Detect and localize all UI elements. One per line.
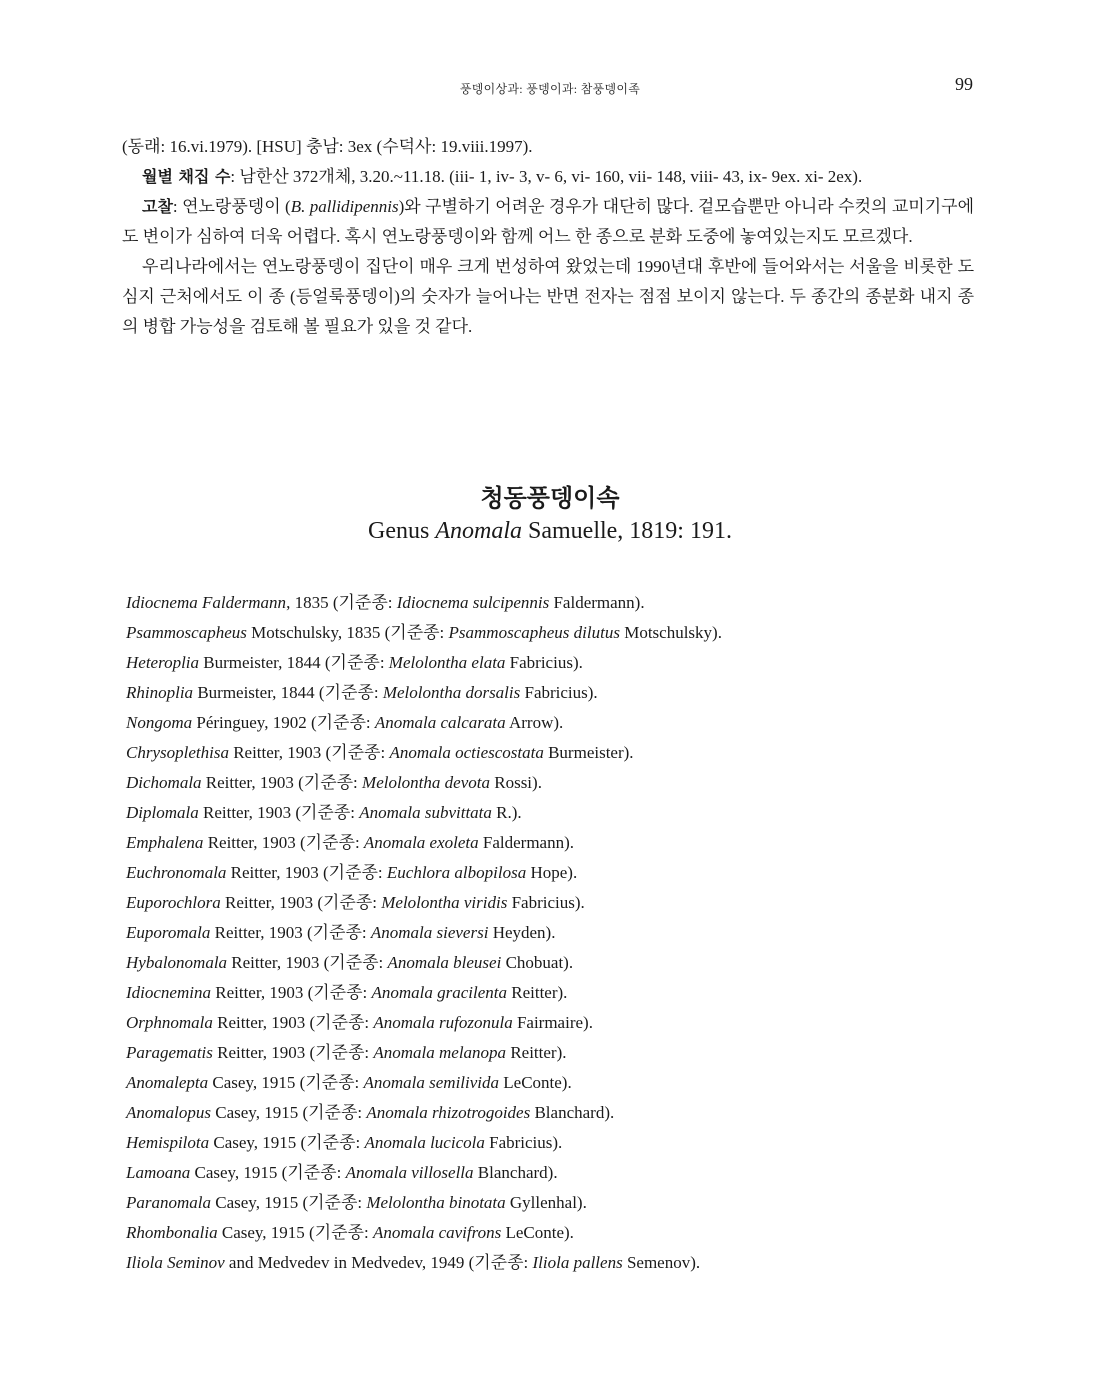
type-author: Faldermann).	[478, 833, 574, 852]
remarks-label: 고찰	[142, 197, 173, 216]
type-species: Melolontha binotata	[366, 1193, 506, 1212]
type-author: Heyden).	[488, 923, 556, 942]
type-species: Anomala melanopa	[373, 1043, 507, 1062]
type-author: Motschulsky).	[619, 623, 722, 642]
running-head: 풍뎅이상과: 풍뎅이과: 참풍뎅이족	[459, 82, 641, 96]
type-author: R.).	[491, 803, 522, 822]
type-author: Chobuat).	[501, 953, 574, 972]
monthly-collection-label: 월별 채집 수	[142, 167, 231, 186]
type-author: Semenov).	[622, 1253, 701, 1272]
remarks-species: B. pallidipennis	[290, 197, 399, 216]
type-species: Melolontha devota	[362, 773, 490, 792]
synonym-item	[126, 618, 986, 648]
synonym-item	[126, 588, 986, 618]
synonym-genus: Chrysoplethisa	[126, 743, 229, 762]
synonym-item	[126, 858, 986, 888]
type-species: Anomala semilivida	[363, 1073, 500, 1092]
section-title: 청동풍뎅이속	[480, 484, 620, 512]
synonym-author: Casey, 1915 (기준종:	[208, 1073, 364, 1092]
type-author: Gyllenhal).	[505, 1193, 587, 1212]
type-species: Euchlora albopilosa	[386, 863, 527, 882]
type-author: Reitter).	[506, 1043, 567, 1062]
synonym-genus: Psammoscapheus	[126, 623, 247, 642]
type-author: Fairmaire).	[512, 1013, 593, 1032]
synonym-item	[126, 1038, 986, 1068]
type-author: Reitter).	[506, 983, 568, 1002]
synonym-author: Reitter, 1903 (기준종:	[212, 1013, 374, 1032]
type-species: Idiocnema sulcipennis	[396, 593, 550, 612]
type-species: Anomala lucicola	[364, 1133, 485, 1152]
type-species: Anomala exoleta	[363, 833, 479, 852]
synonym-genus: Rhinoplia	[126, 683, 194, 702]
type-species: Melolontha dorsalis	[382, 683, 521, 702]
synonym-item	[126, 918, 986, 948]
type-species: Anomala gracilenta	[371, 983, 507, 1002]
synonym-genus: Hemispilota	[126, 1133, 210, 1152]
type-author: Faldermann).	[549, 593, 645, 612]
synonym-genus: Paragematis	[126, 1043, 213, 1062]
type-author: Fabricius).	[484, 1133, 563, 1152]
genus-prefix: Genus	[368, 518, 436, 544]
synonym-genus: Idiocnemina	[126, 983, 211, 1002]
synonym-author: Reitter, 1903 (기준종:	[220, 893, 382, 912]
monthly-collection-paragraph	[122, 162, 974, 192]
type-author: Burmeister).	[543, 743, 634, 762]
synonym-genus: Euchronomala	[126, 863, 227, 882]
synonym-author: Reitter, 1903 (기준종:	[212, 1043, 374, 1062]
type-author: Hope).	[526, 863, 578, 882]
type-author: Blanchard).	[530, 1103, 615, 1122]
synonym-author: Reitter, 1903 (기준종:	[201, 773, 363, 792]
synonym-item	[126, 738, 986, 768]
synonym-item	[126, 1008, 986, 1038]
remarks-paragraph	[122, 192, 974, 252]
type-species: Anomala rufozonula	[373, 1013, 513, 1032]
synonym-author: and Medvedev in Medvedev, 1949 (기준종:	[224, 1253, 533, 1272]
synonym-author: Burmeister, 1844 (기준종:	[193, 683, 383, 702]
synonym-genus: Euporomala	[126, 923, 211, 942]
type-species: Anomala cavifrons	[372, 1223, 502, 1242]
type-author: Fabricius).	[507, 893, 585, 912]
synonym-genus: Nongoma	[126, 713, 193, 732]
genus-name: Anomala	[435, 518, 522, 544]
synonym-item	[126, 678, 986, 708]
page-number: 99	[955, 74, 973, 94]
type-author: Fabricius).	[520, 683, 598, 702]
synonym-genus: Euporochlora	[126, 893, 221, 912]
synonym-item	[126, 1068, 986, 1098]
page-header	[0, 74, 1100, 98]
synonym-author: Casey, 1915 (기준종:	[211, 1103, 367, 1122]
genus-authority: Samuelle, 1819: 191.	[522, 518, 732, 544]
synonym-item	[126, 1218, 986, 1248]
synonym-genus: Paranomala	[126, 1193, 211, 1212]
monthly-collection-text: : 남한산 372개체, 3.20.~11.18. (iii- 1, iv- 3, v- 6, vi- 160, vii- 148, viii- 43, ix- 9ex. xi- 2ex).	[230, 167, 863, 186]
synonym-author: Casey, 1915 (기준종:	[209, 1133, 365, 1152]
synonym-author: Reitter, 1903 (기준종:	[210, 923, 371, 942]
type-species: Melolontha elata	[388, 653, 506, 672]
synonym-item	[126, 948, 986, 978]
type-species: Anomala rhizotrogoides	[366, 1103, 531, 1122]
synonym-author: Péringuey, 1902 (기준종:	[192, 713, 375, 732]
synonym-genus: Anomalepta	[126, 1073, 209, 1092]
synonym-genus: Emphalena	[126, 833, 204, 852]
synonym-genus: Diplomala	[126, 803, 199, 822]
type-author: Arrow).	[505, 713, 564, 732]
type-species: Anomala bleusei	[387, 953, 502, 972]
synonym-item	[126, 1158, 986, 1188]
synonym-item	[126, 708, 986, 738]
type-species: Anomala subvittata	[359, 803, 492, 822]
type-author: LeConte).	[499, 1073, 572, 1092]
body-text	[122, 132, 974, 342]
synonym-genus: Orphnomala	[126, 1013, 213, 1032]
synonym-item	[126, 1098, 986, 1128]
synonym-genus: Hybalonomala	[126, 953, 228, 972]
synonym-author: Reitter, 1903 (기준종:	[203, 833, 364, 852]
synonym-genus: Anomalopus	[126, 1103, 211, 1122]
synonym-author: Reitter, 1903 (기준종:	[226, 863, 387, 882]
discussion-paragraph: 우리나라에서는 연노랑풍뎅이 집단이 매우 크게 번성하여 왔었는데 1990년대 후반에 들어와서는 서울을 비롯한 도심지 근처에서도 이 종 (등얼룩풍뎅이)의 숫자가 늘어나는 반면 전자는 점점 보이지 않는다. 두 종간의 종분화 내지 종의 병합 가능성을 검토해 볼 필요가 있을 것 같다.	[122, 257, 974, 336]
synonym-author: Casey, 1915 (기준종:	[211, 1193, 367, 1212]
synonym-item	[126, 768, 986, 798]
synonym-author: Reitter, 1903 (기준종:	[227, 953, 388, 972]
synonym-item	[126, 648, 986, 678]
synonym-author: Reitter, 1903 (기준종:	[198, 803, 360, 822]
synonym-genus: Rhombonalia	[126, 1223, 218, 1242]
genus-heading	[0, 518, 1100, 545]
synonym-item	[126, 888, 986, 918]
type-species: Anomala octiescostata	[389, 743, 544, 762]
synonym-item	[126, 1128, 986, 1158]
synonym-author: Burmeister, 1844 (기준종:	[199, 653, 389, 672]
synonym-author: Reitter, 1903 (기준종:	[210, 983, 372, 1002]
type-author: Rossi).	[489, 773, 542, 792]
synonym-item	[126, 798, 986, 828]
synonym-genus: Heteroplia	[126, 653, 200, 672]
type-author: Blanchard).	[473, 1163, 558, 1182]
type-species: Anomala villosella	[345, 1163, 474, 1182]
record-line: (동래: 16.vi.1979). [HSU] 충남: 3ex (수덕사: 19.viii.1997).	[122, 137, 533, 156]
synonym-list	[126, 588, 986, 1278]
synonym-item	[126, 1188, 986, 1218]
type-species: Anomala calcarata	[374, 713, 506, 732]
type-species: Iliola pallens	[532, 1253, 623, 1272]
synonym-genus: Idiocnema Faldermann	[126, 593, 287, 612]
synonym-item	[126, 1248, 986, 1278]
synonym-item	[126, 828, 986, 858]
synonym-genus: Iliola Seminov	[126, 1253, 225, 1272]
synonym-author: Casey, 1915 (기준종:	[190, 1163, 346, 1182]
synonym-genus: Lamoana	[126, 1163, 191, 1182]
type-species: Psammoscapheus dilutus	[448, 623, 620, 642]
synonym-author: Motschulsky, 1835 (기준종:	[246, 623, 449, 642]
type-author: LeConte).	[501, 1223, 574, 1242]
synonym-item	[126, 978, 986, 1008]
synonym-genus: Dichomala	[126, 773, 202, 792]
remarks-pre: : 연노랑풍뎅이 (	[172, 197, 291, 216]
remarks-post: )와 구별하기 어려운 경우가 대단히 많다. 겉모습뿐만 아니라 수컷의 교미기구에도 변이가 심하여 더욱 어렵다. 혹시 연노랑풍뎅이와 함께 어느 한 종으로 분화 도중에 놓여있는지도 모르겠다.	[122, 197, 974, 246]
synonym-author: Reitter, 1903 (기준종:	[228, 743, 390, 762]
type-author: Fabricius).	[505, 653, 583, 672]
synonym-author: , 1835 (기준종:	[286, 593, 397, 612]
type-species: Melolontha viridis	[381, 893, 508, 912]
type-species: Anomala sieversi	[370, 923, 489, 942]
synonym-author: Casey, 1915 (기준종:	[217, 1223, 373, 1242]
